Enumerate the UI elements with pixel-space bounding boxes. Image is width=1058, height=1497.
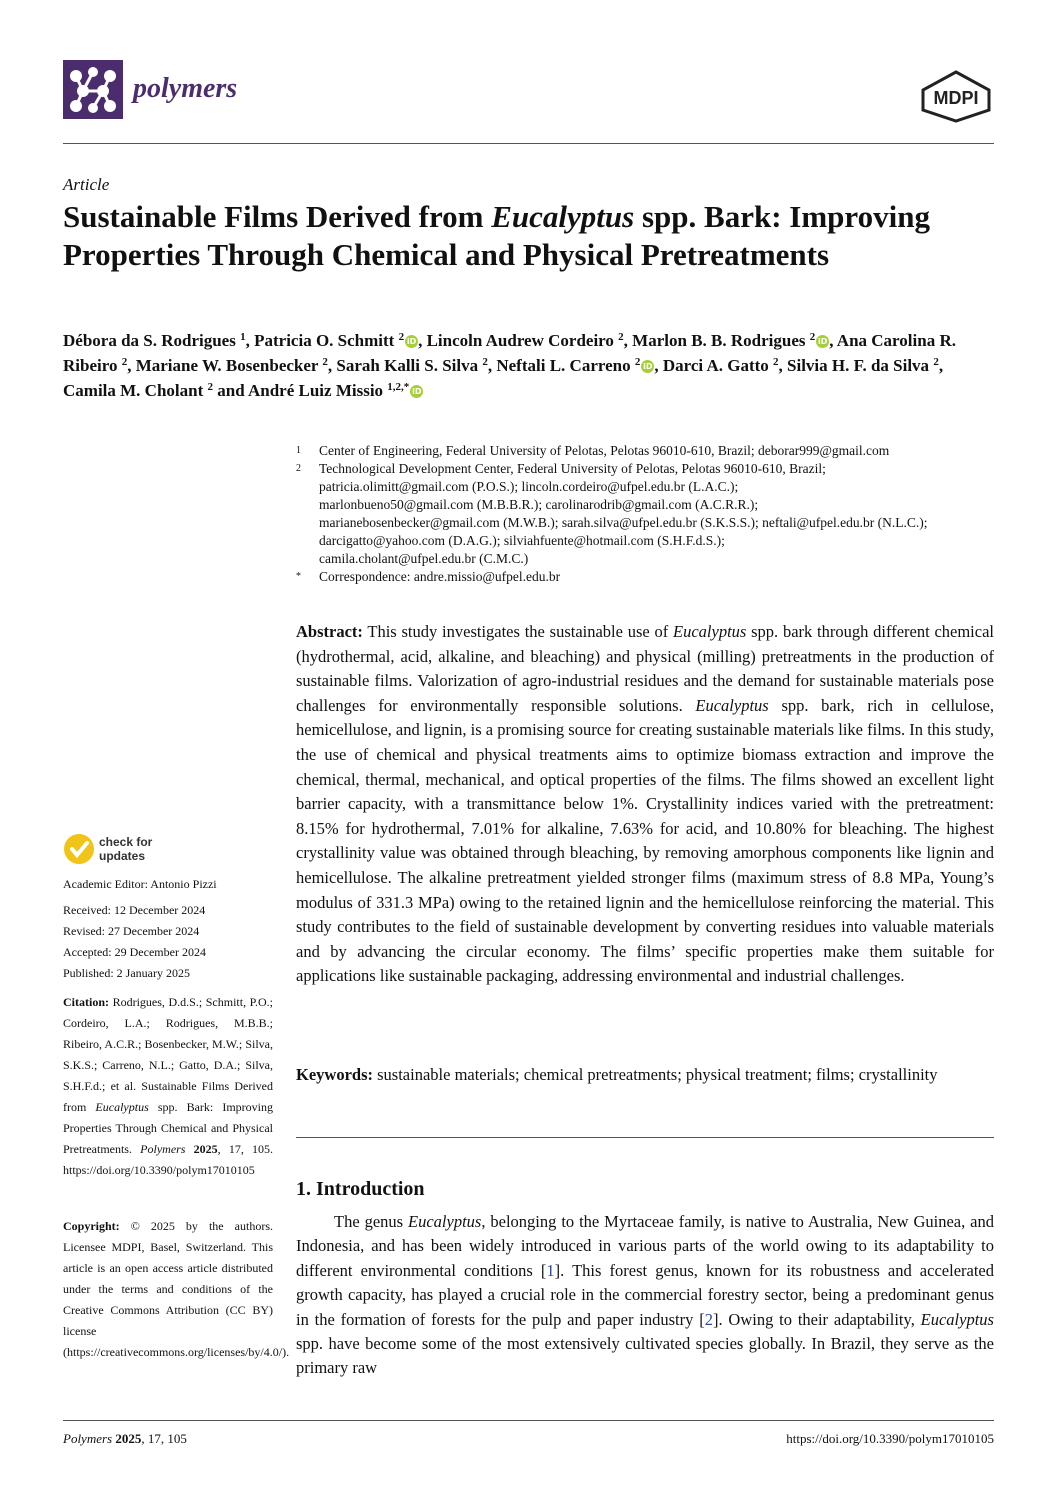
author-affiliation-mark: 2 [933, 356, 939, 368]
affiliation-line: camila.cholant@ufpel.edu.br (C.M.C.) [319, 551, 529, 566]
author-affiliation-mark: 2 [322, 356, 328, 368]
citation-journal: Polymers [140, 1142, 186, 1156]
footer-volume: , 17, 105 [141, 1431, 187, 1446]
abstract-label: Abstract: [296, 622, 363, 641]
reference-link[interactable]: 2 [704, 1309, 713, 1329]
section-divider [296, 1137, 994, 1138]
title-italic: Eucalyptus [491, 199, 635, 234]
footer-citation [63, 1431, 187, 1447]
author-affiliation-mark: 2 [809, 331, 816, 343]
author-name: Mariane W. Bosenbecker [135, 356, 319, 375]
reference-link[interactable]: 1 [546, 1260, 555, 1280]
journal-name: polymers [133, 73, 238, 104]
accepted-date: Accepted: 29 December 2024 [63, 945, 206, 959]
author-name: Silvia H. F. da Silva [787, 356, 930, 375]
author-name: Débora da S. Rodrigues [63, 331, 236, 350]
author-separator: , [487, 356, 497, 375]
affiliation-line: Center of Engineering, Federal University of Pelotas, Pelotas 96010-610, Brazil; deborar999@gmail.com [319, 443, 890, 458]
citation-volume[interactable]: , 17, 105. https://doi.org/10.3390/polym17010105 [63, 1142, 273, 1177]
orcid-icon[interactable]: iD [406, 337, 417, 346]
affiliation-line: marlonbueno50@gmail.com (M.B.B.R.); carolinarodrib@gmail.com (A.C.R.R.); [319, 497, 759, 512]
article-type: Article [63, 175, 110, 194]
keywords-label: Keywords: [296, 1065, 373, 1084]
citation-year: 2025 [193, 1142, 218, 1156]
author-affiliation-mark: 2 [207, 381, 213, 393]
intro-text: The genus [334, 1212, 409, 1231]
affiliations [296, 442, 1006, 586]
title-part: spp. Bark: Improving Properties Through Chemical and Physical Pretreatments [63, 199, 930, 272]
author-name: Marlon B. B. Rodrigues [632, 331, 806, 350]
author-separator: , [327, 356, 337, 375]
abstract-text: spp. bark through different chemical (hydrothermal, acid, alkaline, and bleaching) and physical (milling) pretreatments in the production of sustainable films. Valorization of agro-industrial residues and the demand for sustainable materials pose challenges for environmentally responsible solutions. [296, 622, 994, 715]
author-affiliation-mark: 1,2,* [387, 381, 410, 393]
citation-label: Citation: [63, 995, 109, 1009]
citation-text: spp. Bark: Improving Properties Through Chemical and Physical Pretreatments. [63, 1100, 273, 1156]
polymers-logo-icon [63, 60, 123, 119]
intro-text: ]. Owing to their adaptability, [712, 1309, 921, 1329]
affiliation-mark: 1 [296, 445, 301, 456]
citation-italic: Eucalyptus [95, 1100, 149, 1114]
author-affiliation-mark: 2 [773, 356, 779, 368]
revised-date: Revised: 27 December 2024 [63, 924, 200, 938]
affiliation-item [296, 460, 1006, 568]
copyright-text: © 2025 by the authors. Licensee MDPI, Basel, Switzerland. This article is an open access article distributed under the terms and conditions of the Creative Commons Attribution (CC BY) license (https://creativecommons.org/licenses/by/4.0/). [63, 1219, 290, 1359]
academic-editor: Academic Editor: Antonio Pizzi [63, 877, 217, 891]
affiliation-line: patricia.olimitt@gmail.com (P.O.S.); lincoln.cordeiro@ufpel.edu.br (L.A.C.); [319, 479, 739, 494]
keywords [296, 1063, 994, 1087]
mdpi-logo-text: MDPI [933, 88, 979, 108]
title-part: Sustainable Films Derived from [63, 199, 492, 234]
citation-text: Rodrigues, D.d.S.; Schmitt, P.O.; Cordeiro, L.A.; Rodrigues, M.B.B.; Ribeiro, A.C.R.; Bosenbecker, M.W.; Silva, S.K.S.; Carreno, N.L.; Gatto, D.A.; Silva, S.H.F.d.; et al. Sustainable Films Derived from [63, 995, 273, 1114]
author-affiliation-mark: 2 [121, 356, 128, 368]
affiliation-line: Technological Development Center, Federal University of Pelotas, Pelotas 96010-610, Brazil; [319, 461, 826, 476]
affiliation-line: darcigatto@yahoo.com (D.A.G.); silviahfuente@hotmail.com (S.H.F.d.S.); [319, 533, 725, 548]
footer-journal: Polymers [63, 1431, 113, 1446]
intro-text: spp. have become some of the most extensively cultivated species globally. In Brazil, they serve as the primary raw [296, 1334, 994, 1378]
author-name: André Luiz Missio [247, 381, 384, 400]
footer-year: 2025 [115, 1431, 142, 1446]
received-date: Received: 12 December 2024 [63, 903, 206, 917]
check-label-2: updates [99, 849, 146, 863]
author-affiliation-mark: 2 [634, 356, 641, 368]
author-separator: , [778, 356, 788, 375]
author-separator: , [127, 356, 136, 375]
affiliation-mark: 2 [296, 463, 301, 474]
orcid-icon[interactable]: iD [643, 362, 653, 371]
check-label-1: check for [99, 835, 153, 849]
intro-text: ]. This forest genus, known for its robustness and accelerated growth capacity, has played a crucial role in the commercial forestry sector, being a predominant genus in the formation of forests for the pulp and paper industry [ [296, 1260, 994, 1329]
abstract-italic: Eucalyptus [695, 695, 769, 715]
mdpi-logo [919, 70, 993, 123]
author-affiliation-mark: 2 [618, 331, 624, 343]
author-separator: , [829, 331, 837, 350]
affiliation-line: Correspondence: andre.missio@ufpel.edu.br [319, 569, 561, 584]
author-name: Darci A. Gatto [662, 356, 769, 375]
author-name: Neftali L. Carreno [496, 356, 631, 375]
author-name: Patricia O. Schmitt [254, 331, 395, 350]
author-separator: , [623, 331, 633, 350]
author-separator: , [654, 356, 663, 375]
footer-divider [63, 1420, 994, 1421]
section-heading: 1. Introduction [296, 1178, 425, 1200]
abstract [296, 620, 994, 989]
intro-text: , belonging to the Myrtaceae family, is native to Australia, New Guinea, and Indonesia, and has been widely introduced in various parts of the world owing to its adaptability to different environmental conditions [ [296, 1212, 994, 1280]
abstract-italic: Eucalyptus [673, 622, 747, 641]
author-affiliation-mark: 2 [482, 356, 488, 368]
copyright-label: Copyright: [63, 1219, 120, 1233]
keywords-text: sustainable materials; chemical pretreatments; physical treatment; films; crystallinity [373, 1065, 938, 1084]
affiliation-mark: * [296, 571, 301, 582]
author-affiliation-mark: 2 [398, 331, 405, 343]
affiliation-item [296, 568, 1006, 586]
author-name: Camila M. Cholant [63, 381, 204, 400]
intro-italic: Eucalyptus [920, 1309, 994, 1329]
author-separator: and [213, 381, 248, 400]
abstract-text: This study investigates the sustainable use of [362, 622, 674, 641]
article-title [63, 198, 963, 274]
author-separator: , [245, 331, 255, 350]
copyright-block [63, 1216, 290, 1363]
affiliation-line: marianebosenbecker@gmail.com (M.W.B.); sarah.silva@ufpel.edu.br (S.K.S.S.); neftali@ufpel.edu.br (N.L.C.); [319, 515, 928, 530]
citation-block [63, 992, 273, 1181]
author-name: Sarah Kalli S. Silva [336, 356, 479, 375]
affiliation-item [296, 442, 1006, 460]
intro-italic: Eucalyptus [408, 1212, 482, 1231]
header-divider [63, 143, 994, 144]
orcid-icon[interactable]: iD [818, 337, 828, 346]
author-separator: , [938, 356, 944, 375]
author-separator: , [418, 331, 427, 350]
author-list [63, 328, 998, 403]
abstract-text: spp. bark, rich in cellulose, hemicellulose, and lignin, is a promising source for creating sustainable materials like films. In this study, the use of chemical and physical treatments aims to optimize biomass extraction and improve the chemical, thermal, mechanical, and optical properties of the films. The films showed an excellent light barrier capacity, with a transmittance below 1%. Crystallinity indices varied with the pretreatment: 8.15% for hydrothermal, 7.01% for alkaline, 7.63% for acid, and 10.80% for bleaching. The highest crystallinity value was obtained through bleaching, by removing amorphous components like lignin and hemicellulose. The alkaline pretreatment yielded stronger films (maximum stress of 8.8 MPa, Young’s modulus of 331.3 MPa) owing to the retained lignin and the hemicellulose reinforcing the material. This study contributes to the field of sustainable development by converting residues into valuable materials and by advancing the circular economy. The films’ specific properties make them suitable for applications like sustainable packaging, addressing environmental and industrial challenges. [296, 695, 994, 986]
intro-paragraph [296, 1210, 994, 1381]
check-for-updates-badge[interactable] [63, 832, 183, 866]
published-date: Published: 2 January 2025 [63, 966, 190, 980]
author-name: Lincoln Audrew Cordeiro [426, 331, 614, 350]
orcid-icon[interactable]: iD [412, 387, 422, 396]
author-name: Ana Carolina R. Ribeiro [63, 331, 956, 375]
author-affiliation-mark: 1 [240, 331, 246, 343]
footer-doi-link[interactable]: https://doi.org/10.3390/polym17010105 [786, 1431, 994, 1446]
